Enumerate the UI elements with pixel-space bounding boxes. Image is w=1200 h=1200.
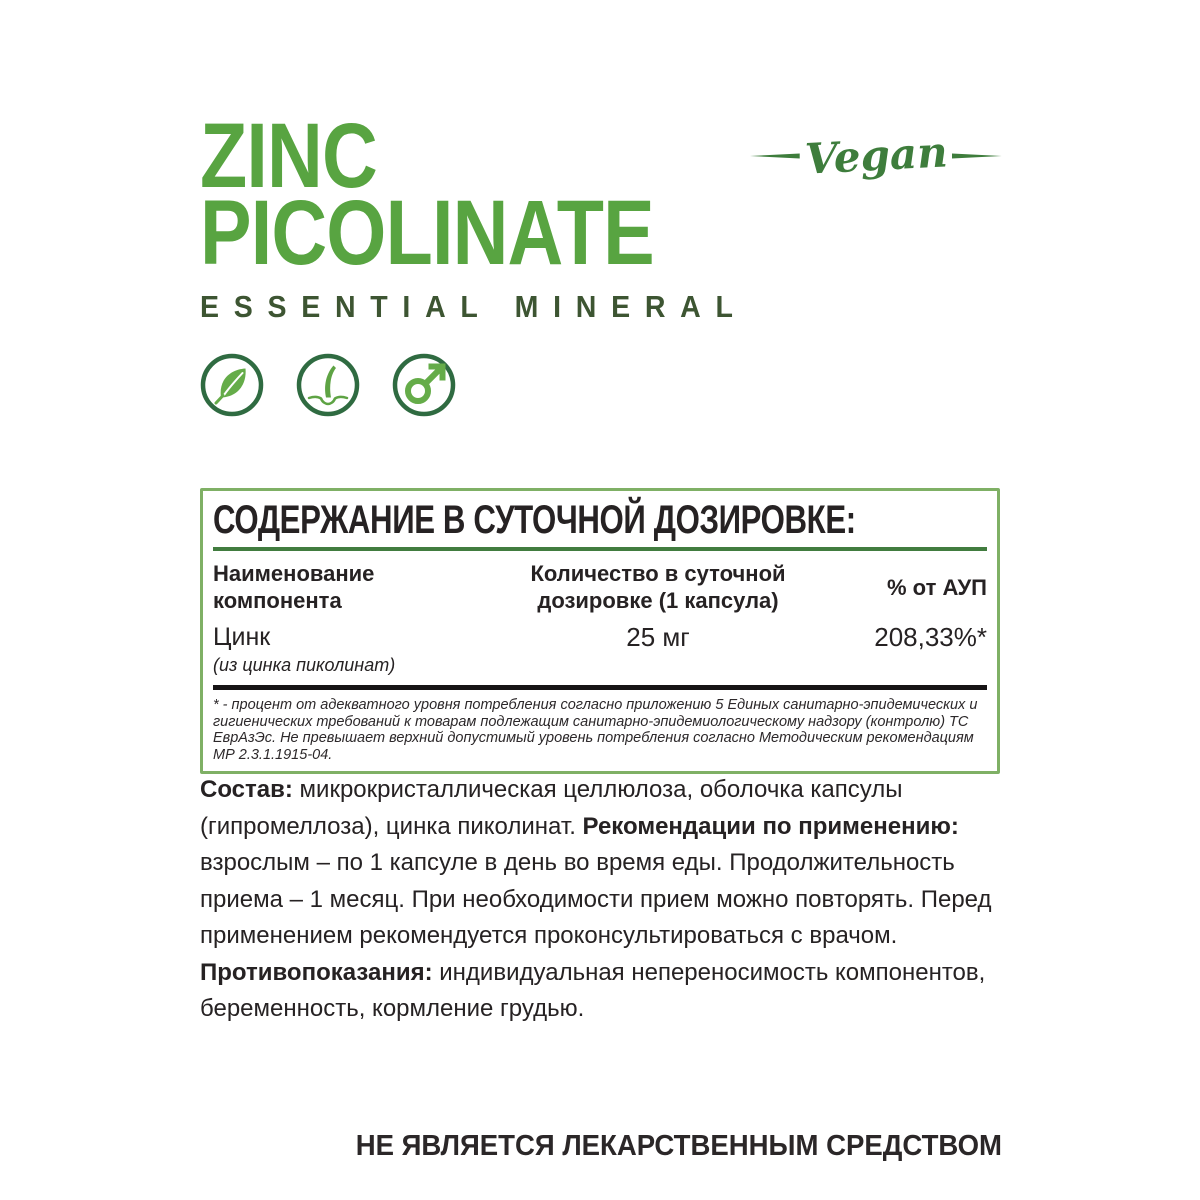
vegan-badge — [750, 126, 1002, 186]
component-name: Цинк — [213, 623, 271, 651]
component-note: (из цинка пиколинат) — [213, 655, 396, 675]
product-title-line2: PICOLINATE — [200, 182, 654, 284]
composition-paragraph — [200, 772, 1018, 1028]
hair-follicle-icon — [296, 353, 360, 417]
dosage-table-header-row — [213, 560, 987, 614]
component-percent-aup: 208,33%* — [874, 622, 987, 652]
vegan-flourish-left-line — [750, 150, 800, 162]
info-sections — [200, 772, 1018, 1028]
disclaimer: НЕ ЯВЛЯЕТСЯ ЛЕКАРСТВЕННЫМ СРЕДСТВОМ — [355, 1130, 1002, 1162]
usage-text: взрослым – по 1 капсуле в день во время еды. Продолжительность приема – 1 месяц. При необходимости прием можно повторять. Перед применением рекомендуется проконсультироваться с врачом. — [200, 849, 992, 949]
black-divider — [213, 685, 987, 690]
dosage-table-title: СОДЕРЖАНИЕ В СУТОЧНОЙ ДОЗИРОВКЕ: — [213, 498, 856, 542]
green-divider — [213, 547, 987, 551]
product-title-block — [200, 105, 795, 325]
usage-label: Рекомендации по применению: — [582, 812, 959, 840]
component-amount: 25 мг — [626, 622, 690, 652]
contraindications-label: Противопоказания: — [200, 958, 433, 986]
dosage-table-box — [200, 488, 1000, 774]
dosage-footnote: * - процент от адекватного уровня потребления согласно приложению 5 Единых санитарно-эпидемических и гигиенических требований к товарам подлежащим санитарно-эпидемиологическому надзору (контролю) ТС ЕврАзЭс. Не превышает верхний допустимый уровень потребления согласно Методическим рекомендациям МР 2.3.1.1915-04. — [213, 697, 978, 763]
leaf-icon — [200, 353, 264, 417]
male-symbol-icon — [392, 353, 456, 417]
column-header-component: Наименование компонента — [213, 561, 375, 613]
dosage-table-row — [213, 624, 987, 677]
composition-text: микрокристаллическая целлюлоза, оболочка капсулы (гипромеллоза), цинка пиколинат. — [200, 776, 903, 840]
contraindications-text: индивидуальная непереносимость компонентов, беременность, кормление грудью. — [200, 958, 986, 1022]
column-header-percent: % от АУП — [887, 574, 987, 600]
column-header-amount: Количество в суточной дозировке (1 капсула) — [530, 561, 786, 613]
product-title-line1: ZINC — [200, 105, 377, 207]
product-subtitle: ESSENTIAL MINERAL — [200, 289, 748, 324]
vegan-flourish-right-line — [952, 150, 1002, 162]
composition-label: Состав: — [200, 776, 293, 803]
vegan-label: Vegan — [803, 127, 949, 184]
benefit-icons-row — [200, 353, 456, 417]
